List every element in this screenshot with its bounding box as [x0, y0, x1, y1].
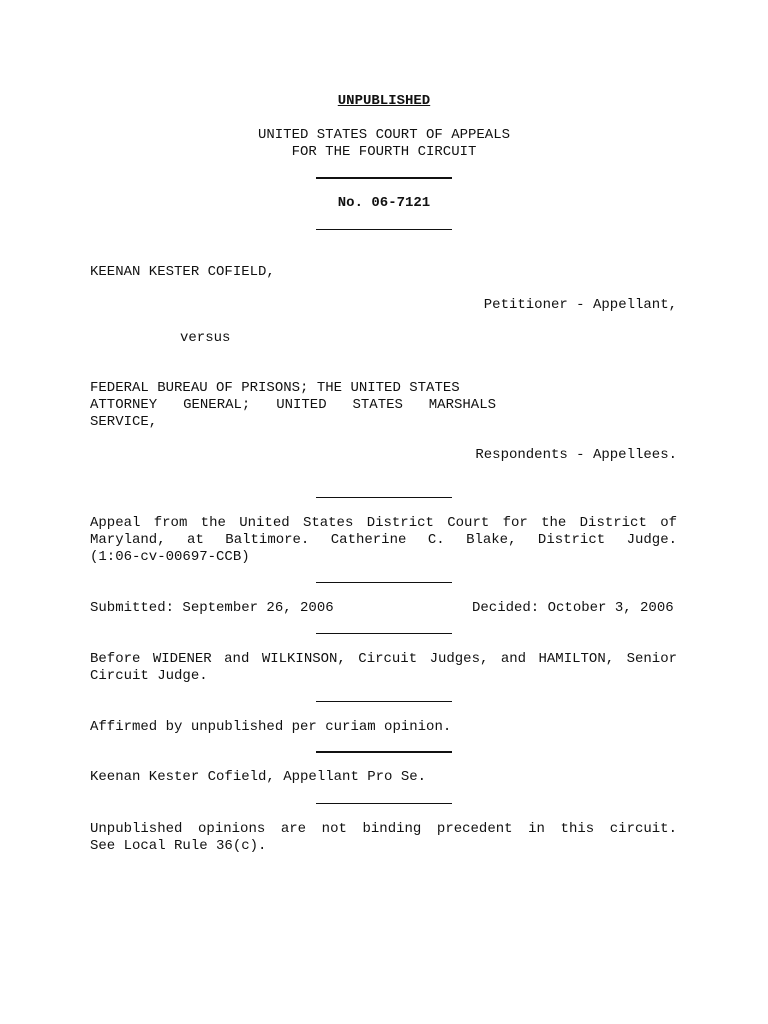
court-name-line2: FOR THE FOURTH CIRCUIT	[291, 144, 477, 160]
decided-date: Decided: October 3, 2006	[472, 600, 674, 616]
precedent-notice	[90, 821, 677, 855]
divider-rule	[316, 701, 452, 702]
divider-rule	[316, 751, 452, 753]
respondents-line1: FEDERAL BUREAU OF PRISONS; THE UNITED STATES	[90, 380, 460, 396]
notice-line2: See Local Rule 36(c).	[90, 838, 267, 854]
respondents-line2: ATTORNEY GENERAL; UNITED STATES MARSHALS	[90, 397, 496, 413]
petitioner-name: KEENAN KESTER COFIELD,	[90, 264, 275, 280]
panel-line2: Circuit Judge.	[90, 668, 208, 684]
respondents-role: Respondents - Appellees.	[475, 447, 677, 463]
divider-rule	[316, 497, 452, 498]
divider-rule	[316, 633, 452, 634]
appeal-line3: (1:06-cv-00697-CCB)	[90, 549, 250, 565]
appeal-line1: Appeal from the United States District Court for the District of	[90, 515, 677, 531]
versus-label: versus	[180, 330, 231, 346]
respondents-line3: SERVICE,	[90, 414, 158, 430]
respondents-names	[90, 380, 496, 431]
divider-rule	[316, 229, 452, 230]
counsel-text: Keenan Kester Cofield, Appellant Pro Se.	[90, 769, 427, 785]
divider-rule	[316, 177, 452, 179]
petitioner-role: Petitioner - Appellant,	[483, 297, 677, 313]
divider-rule	[316, 803, 452, 804]
appeal-line2: Maryland, at Baltimore. Catherine C. Blake, District Judge.	[90, 532, 677, 548]
panel-line1: Before WIDENER and WILKINSON, Circuit Judges, and HAMILTON, Senior	[90, 651, 677, 667]
panel-paragraph	[90, 651, 677, 685]
appeal-paragraph	[90, 515, 677, 566]
notice-line1: Unpublished opinions are not binding precedent in this circuit.	[90, 821, 677, 837]
case-number: No. 06-7121	[337, 195, 431, 211]
court-name-line1: UNITED STATES COURT OF APPEALS	[257, 127, 511, 143]
unpublished-label: UNPUBLISHED	[337, 93, 431, 109]
divider-rule	[316, 582, 452, 583]
disposition-text: Affirmed by unpublished per curiam opinion.	[90, 719, 452, 735]
submitted-date: Submitted: September 26, 2006	[90, 600, 334, 616]
